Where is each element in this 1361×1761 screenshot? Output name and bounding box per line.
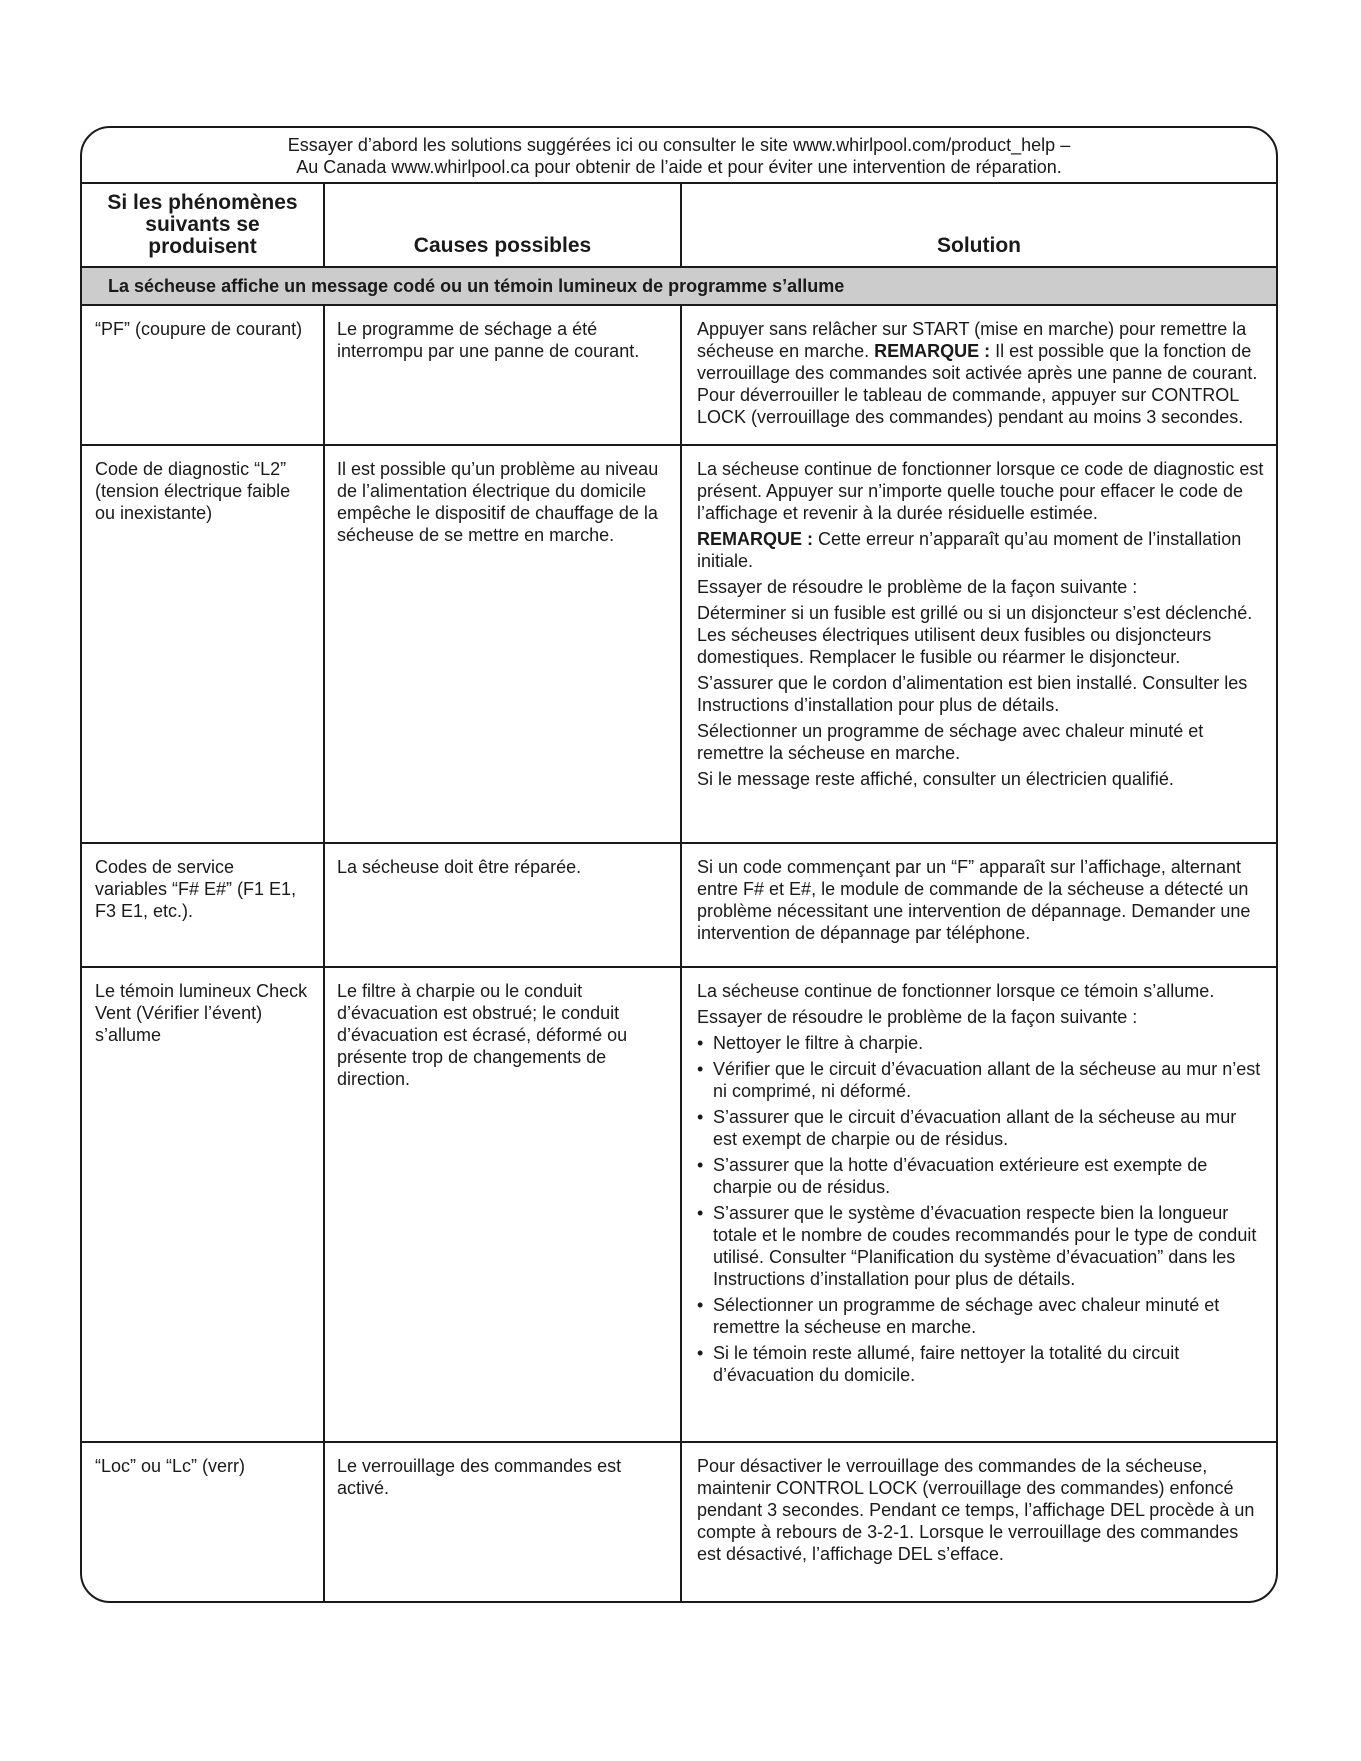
note-label: REMARQUE : <box>697 529 813 549</box>
solution-cell <box>682 446 1276 842</box>
header-cause: Causes possibles <box>325 184 682 266</box>
table-row <box>82 1443 1276 1603</box>
solution-text: Pour désactiver le verrouillage des commandes de la sécheuse, maintenir CONTROL LOCK (verrouillage des commandes) enfoncé pendant 3 secondes. Pendant ce temps, l’affichage DEL procède à un compte à rebours de 3-2-1. Lorsque le verrouillage des commandes est désactivé, l’affichage DEL s’efface. <box>697 1456 1255 1564</box>
solution-text: Sélectionner un programme de séchage avec chaleur minuté et remettre la sécheuse en marche. <box>697 721 1204 763</box>
header-symptom: Si les phénomènes suivants se produisent <box>82 184 325 266</box>
intro-line-2: Au Canada www.whirlpool.ca pour obtenir de l’aide et pour éviter une intervention de réparation. <box>296 157 1062 177</box>
solution-text: La sécheuse continue de fonctionner lorsque ce témoin s’allume. <box>697 981 1215 1001</box>
symptom-cell: “PF” (coupure de courant) <box>82 306 325 444</box>
solution-cell <box>682 1443 1276 1603</box>
note-text: Il est possible que la fonction de verrouillage des commandes soit activée après une panne de courant. Pour déverrouiller le tableau de commande, appuyer sur CONTROL LOCK (verrouillage des commandes) pendant au moins 3 secondes. <box>697 341 1258 427</box>
troubleshooting-table <box>80 126 1278 1603</box>
solution-cell <box>682 306 1276 444</box>
list-item: • S’assurer que la hotte d’évacuation extérieure est exempte de charpie ou de résidus. <box>697 1154 1264 1198</box>
cause-cell: Le programme de séchage a été interrompu par une panne de courant. <box>325 306 682 444</box>
solution-text: Essayer de résoudre le problème de la façon suivante : <box>697 577 1138 597</box>
solution-text: Essayer de résoudre le problème de la façon suivante : <box>697 1007 1138 1027</box>
solution-bullet-list <box>697 1032 1264 1386</box>
table-row <box>82 446 1276 844</box>
table-header <box>82 184 1276 268</box>
intro-line-1: Essayer d’abord les solutions suggérées ici ou consulter le site www.whirlpool.com/product_help – <box>287 135 1071 155</box>
symptom-cell: Codes de service variables “F# E#” (F1 E1, F3 E1, etc.). <box>82 844 325 966</box>
table-row <box>82 844 1276 968</box>
list-item: • S’assurer que le circuit d’évacuation allant de la sécheuse au mur est exempt de charpie ou de résidus. <box>697 1106 1264 1150</box>
section-title: La sécheuse affiche un message codé ou un témoin lumineux de programme s’allume <box>82 268 1276 306</box>
list-item: • S’assurer que le système d’évacuation respecte bien la longueur totale et le nombre de coudes recommandés pour le type de conduit utilisé. Consulter “Planification du système d’évacuation” dans les Instructions d’installation pour plus de détails. <box>697 1202 1264 1290</box>
intro-banner <box>82 128 1276 184</box>
solution-text: Déterminer si un fusible est grillé ou si un disjoncteur s’est déclenché. Les sécheuses électriques utilisent deux fusibles ou disjoncteurs domestiques. Remplacer le fusible ou réarmer le disjoncteur. <box>697 603 1253 667</box>
solution-text: S’assurer que le cordon d’alimentation est bien installé. Consulter les Instructions d’installation pour plus de détails. <box>697 673 1248 715</box>
list-item: • Nettoyer le filtre à charpie. <box>697 1032 1264 1054</box>
cause-cell: Le verrouillage des commandes est activé. <box>325 1443 682 1603</box>
solution-text: Si un code commençant par un “F” apparaît sur l’affichage, alternant entre F# et E#, le module de commande de la sécheuse a détecté un problème nécessitant une intervention de dépannage. Demander une intervention de dépannage par téléphone. <box>697 857 1251 943</box>
symptom-cell: Code de diagnostic “L2” (tension électrique faible ou inexistante) <box>82 446 325 842</box>
solution-cell <box>682 844 1276 966</box>
list-item: • Sélectionner un programme de séchage avec chaleur minuté et remettre la sécheuse en marche. <box>697 1294 1264 1338</box>
solution-cell <box>682 968 1276 1441</box>
solution-text: Si le message reste affiché, consulter un électricien qualifié. <box>697 769 1174 789</box>
cause-cell: Il est possible qu’un problème au niveau de l’alimentation électrique du domicile empêche le dispositif de chauffage de la sécheuse de se mettre en marche. <box>325 446 682 842</box>
solution-text: La sécheuse continue de fonctionner lorsque ce code de diagnostic est présent. Appuyer sur n’importe quelle touche pour effacer le code de l’affichage et revenir à la durée résiduelle estimée. <box>697 459 1264 523</box>
note-label: REMARQUE : <box>874 341 991 361</box>
note-text: Cette erreur n’apparaît qu’au moment de l’installation initiale. <box>697 529 1242 571</box>
header-solution: Solution <box>937 234 1021 257</box>
symptom-cell: Le témoin lumineux Check Vent (Vérifier l’évent) s’allume <box>82 968 325 1441</box>
cause-cell: Le filtre à charpie ou le conduit d’évacuation est obstrué; le conduit d’évacuation est écrasé, déformé ou présente trop de changements de direction. <box>325 968 682 1441</box>
table-row <box>82 306 1276 446</box>
cause-cell: La sécheuse doit être réparée. <box>325 844 682 966</box>
solution-text: Appuyer sans relâcher sur START (mise en marche) pour remettre la sécheuse en marche. <box>697 319 1247 361</box>
symptom-cell: “Loc” ou “Lc” (verr) <box>82 1443 325 1603</box>
list-item: • Si le témoin reste allumé, faire nettoyer la totalité du circuit d’évacuation du domicile. <box>697 1342 1264 1386</box>
list-item: • Vérifier que le circuit d’évacuation allant de la sécheuse au mur n’est ni comprimé, ni déformé. <box>697 1058 1264 1102</box>
table-row <box>82 968 1276 1443</box>
